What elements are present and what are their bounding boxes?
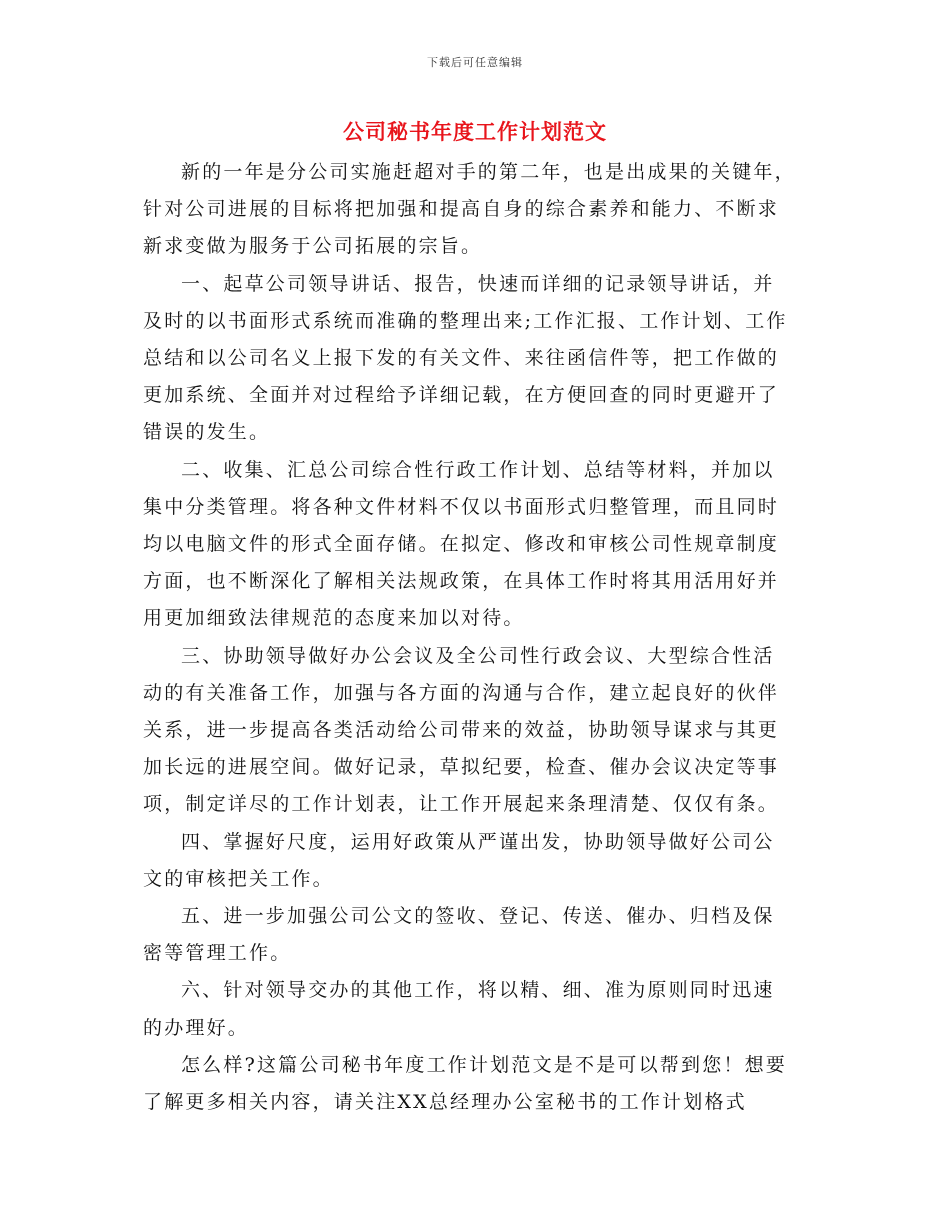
document-title: 公司秘书年度工作计划范文	[343, 120, 607, 144]
header-note: 下载后可任意编辑	[427, 56, 523, 69]
paragraph-item-3: 三、协助领导做好办公会议及全公司性行政会议、大型综合性活 动的有关准备工作，加强与各方面的沟通与合作，建立起良好的伙伴 关系，进一步提高各类活动给公司带来的效益，协助领导谋求与其更 加长远的进展空间。做好记录，草拟纪要，检查、催办会议决定等事 项，制定详尽的工作计划表，让工作开展起来条理清楚、仅仅有条。	[143, 644, 780, 816]
paragraph-intro: 新的一年是分公司实施赶超对手的第二年，也是出成果的关键年， 针对公司进展的目标将把加强和提高自身的综合素养和能力、不断求 新求变做为服务于公司拓展的宗旨。	[143, 161, 796, 258]
paragraph-item-5: 五、进一步加强公司公文的签收、登记、传送、催办、归档及保 密等管理工作。	[143, 905, 775, 965]
document-body	[143, 154, 809, 1121]
paragraph-closing: 怎么样?这篇公司秘书年度工作计划范文是不是可以帮到您！想要 了解更多相关内容，请关注XX总经理办公室秘书的工作计划格式	[143, 1053, 787, 1114]
paragraph-item-2: 二、收集、汇总公司综合性行政工作计划、总结等材料，并加以 集中分类管理。将各种文件材料不仅以书面形式归整管理，而且同时 均以电脑文件的形式全面存储。在拟定、修改和审核公司性规章制度 方面，也不断深化了解相关法规政策，在具体工作时将其用活用好并 用更加细致法律规范的态度来加以对待。	[143, 458, 780, 630]
paragraph-item-4: 四、掌握好尺度，运用好政策从严谨出发，协助领导做好公司公 文的审核把关工作。	[143, 830, 775, 890]
paragraph-item-1: 一、起草公司领导讲话、报告，快速而详细的记录领导讲话，并 及时的以书面形式系统而准确的整理出来;工作汇报、工作计划、工作 总结和以公司名义上报下发的有关文件、来往函信件等，把工作做的 更加系统、全面并对过程给予详细记载，在方便回查的同时更避开了 错误的发生。	[143, 272, 788, 444]
paragraph-item-6: 六、针对领导交办的其他工作，将以精、细、准为原则同时迅速 的办理好。	[143, 979, 775, 1039]
